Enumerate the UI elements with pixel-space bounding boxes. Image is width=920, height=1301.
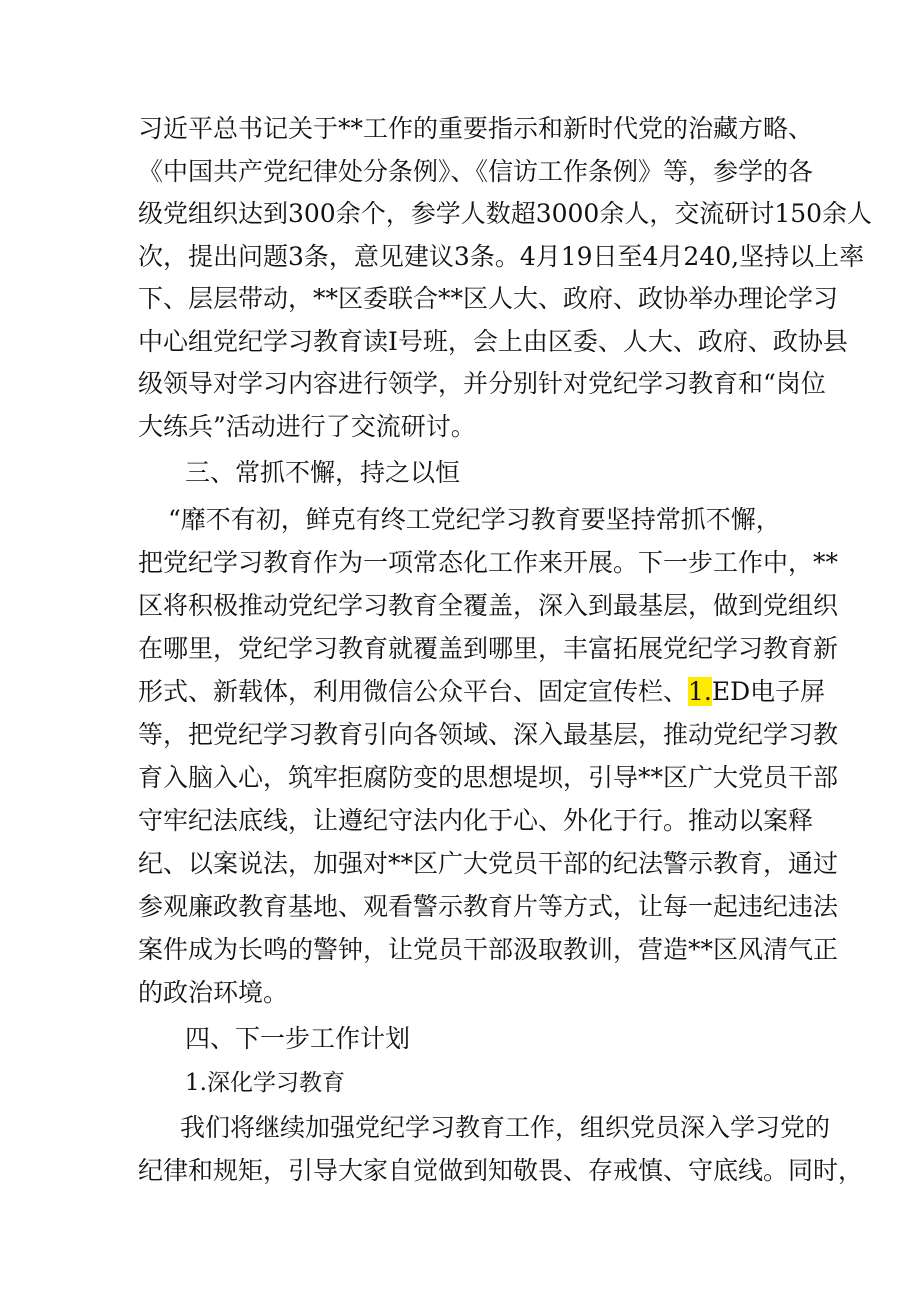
- paragraph-line: “靡不有初，鲜克有终工党纪学习教育要坚持常抓不懈，: [168, 505, 781, 534]
- paragraph-line: 守牢纪法底线，让遵纪守法内化于心、外化于行。推动以案释: [138, 806, 814, 835]
- paragraph-line: 《中国共产党纪律处分条例》、《信访工作条例》等，参学的各: [138, 157, 814, 186]
- paragraph-line: 育入脑入心，筑牢拒腐防变的思想堤坝，引导**区广大党员干部: [138, 763, 839, 792]
- paragraph-line: 纪、以案说法，加强对**区广大党员干部的纪法警示教育，通过: [138, 849, 839, 878]
- paragraph-line: 的政治环境。: [138, 978, 289, 1007]
- section-heading: 四、下一步工作计划: [185, 1024, 411, 1053]
- paragraph-line: 级党组织达到300余个，参学人数超3000余人，交流研讨150余人: [138, 199, 873, 228]
- section-heading: 三、常抓不懈，持之以恒: [185, 458, 461, 487]
- paragraph-line: 等，把党纪学习教育引向各领域、深入最基层，推动党纪学习教: [138, 720, 839, 749]
- paragraph-line: 习近平总书记关于**工作的重要指示和新时代党的治藏方略、: [138, 114, 814, 143]
- paragraph-line: 级领导对学习内容进行领学，并分别针对党纪学习教育和“岗位: [138, 369, 826, 398]
- paragraph-line: 把党纪学习教育作为一项常态化工作来开展。下一步工作中，**: [138, 548, 839, 577]
- paragraph-line: 次，提出问题3条，意见建议3条。4月19日至4月240,坚持以上率: [138, 242, 865, 271]
- paragraph-line: 在哪里，党纪学习教育就覆盖到哪里，丰富拓展党纪学习教育新: [138, 634, 839, 663]
- paragraph-line: 区将积极推动党纪学习教育全覆盖，深入到最基层，做到党组织: [138, 591, 839, 620]
- paragraph-line: 大练兵”活动进行了交流研讨。: [138, 412, 476, 441]
- highlighted-text: 1.: [688, 677, 712, 706]
- paragraph-line: 参观廉政教育基地、观看警示教育片等方式，让每一起违纪违法: [138, 892, 839, 921]
- paragraph-line: 下、层层带动，**区委联合**区人大、政府、政协举办理论学习: [138, 284, 839, 313]
- text-segment: 形式、新载体，利用微信公众平台、固定宣传栏、: [138, 677, 689, 706]
- paragraph-line: 中心组党纪学习教育读I号班，会上由区委、人大、政府、政协县: [138, 327, 848, 356]
- text-segment: ED电子屏: [711, 677, 826, 706]
- paragraph-line: 我们将继续加强党纪学习教育工作，组织党员深入学习党的: [180, 1113, 831, 1142]
- paragraph-line-highlighted: [138, 675, 825, 709]
- subsection-heading: 1.深化学习教育: [185, 1070, 345, 1096]
- paragraph-line: 案件成为长鸣的警钟，让党员干部汲取教训，营造**区风清气正: [138, 935, 839, 964]
- paragraph-line: 纪律和规矩，引导大家自觉做到知敬畏、存戒慎、守底线。同时，: [138, 1156, 864, 1185]
